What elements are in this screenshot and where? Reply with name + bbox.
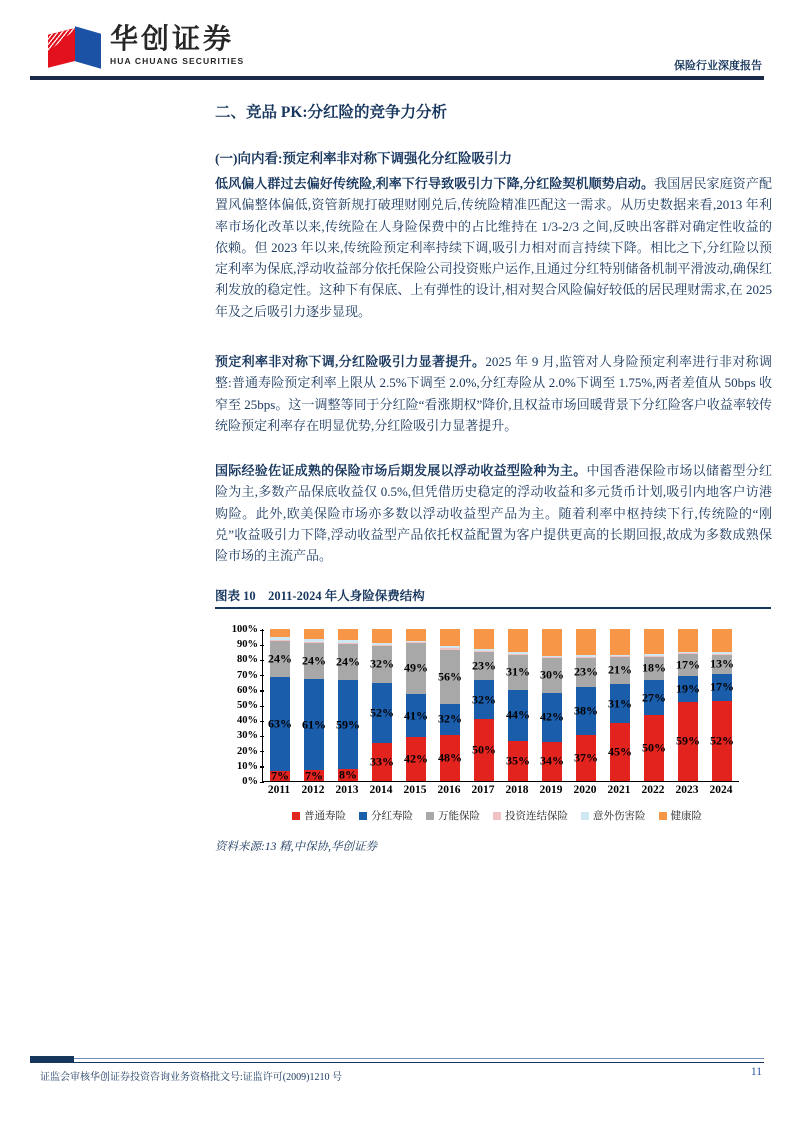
segment-分红寿险 xyxy=(610,684,630,724)
bar-2024 xyxy=(705,629,739,781)
figure-caption: 图表 10 2011-2024 年人身险保费结构 xyxy=(215,589,425,603)
segment-普通寿险 xyxy=(338,769,358,781)
y-tick-label: 40% xyxy=(228,715,258,726)
legend-item xyxy=(581,808,646,823)
x-tick-label: 2016 xyxy=(437,784,461,796)
segment-健康险 xyxy=(372,629,392,643)
segment-分红寿险 xyxy=(474,680,494,719)
data-label: 31% xyxy=(608,696,632,711)
bar-2018 xyxy=(501,629,535,781)
segment-万能保险 xyxy=(440,650,460,704)
y-tick-label: 60% xyxy=(228,685,258,696)
segment-投资连结保险 xyxy=(576,657,596,658)
segment-万能保险 xyxy=(474,652,494,680)
y-tick-label: 10% xyxy=(228,761,258,772)
segment-投资连结保险 xyxy=(474,651,494,652)
bar-stack xyxy=(576,629,596,781)
x-tick-label: 2011 xyxy=(267,784,291,796)
bar-stack xyxy=(440,629,460,781)
legend-label: 投资连结保险 xyxy=(505,811,568,822)
data-label: 7% xyxy=(305,768,323,783)
legend-label: 健康险 xyxy=(670,811,702,822)
segment-投资连结保险 xyxy=(338,643,358,644)
y-tick-label: 50% xyxy=(228,700,258,711)
segment-意外伤害险 xyxy=(270,637,290,640)
segment-意外伤害险 xyxy=(576,655,596,657)
bar-stack xyxy=(304,629,324,781)
legend-swatch-icon xyxy=(426,812,434,820)
y-tick-label: 30% xyxy=(228,730,258,741)
segment-健康险 xyxy=(576,629,596,655)
segment-投资连结保险 xyxy=(304,642,324,643)
segment-万能保险 xyxy=(508,654,528,690)
legend-swatch-icon xyxy=(581,812,589,820)
data-label: 19% xyxy=(676,681,700,696)
bar-stack xyxy=(610,629,630,781)
paragraph-body: 我国居民家庭资产配置风偏整体偏低,资管新规打破理财刚兑后,传统险精准匹配这一需求。从历史数据来看,2013 年利率市场化改革以来,传统险在人身险保费中的占比维持在 1/3-2/3 之间,反映出客群对确定性收益的依赖。但 2023 年以来,传统险预定利率持续下调,吸引力相对而言持续下降。相比之下,分红险以预定利率为保底,浮动收益部分依托保险公司投资账户运作,且通过分红特别储备机制平滑波动,确保红利发放的稳定性。这种下有保底、上有弹性的设计,相对契合风险偏好较低的居民理财需求,在 2025 年及之后吸引力逐步显现。 xyxy=(215,176,772,319)
huachuang-logo-icon xyxy=(48,22,106,72)
bar-2017 xyxy=(467,629,501,781)
bar-2022 xyxy=(637,629,671,781)
segment-普通寿险 xyxy=(304,770,324,781)
legend-item xyxy=(426,808,480,823)
bar-2016 xyxy=(433,629,467,781)
bar-stack xyxy=(644,629,664,781)
y-tick-label: 20% xyxy=(228,746,258,757)
segment-万能保险 xyxy=(270,641,290,677)
x-tick-label: 2014 xyxy=(369,784,393,796)
bar-stack xyxy=(678,629,698,781)
bar-stack xyxy=(542,629,562,781)
x-tick-label: 2017 xyxy=(471,784,495,796)
segment-万能保险 xyxy=(338,644,358,680)
data-label: 23% xyxy=(472,658,496,673)
segment-普通寿险 xyxy=(372,743,392,781)
bar-2011 xyxy=(263,629,297,781)
bar-stack xyxy=(712,629,732,781)
segment-意外伤害险 xyxy=(678,652,698,653)
segment-万能保险 xyxy=(576,658,596,687)
data-label: 59% xyxy=(676,733,700,748)
paragraph-lead: 国际经验佐证成熟的保险市场后期发展以浮动收益型险种为主。 xyxy=(215,463,587,478)
x-tick-label: 2020 xyxy=(573,784,597,796)
data-label: 63% xyxy=(268,716,292,731)
data-label: 32% xyxy=(370,656,394,671)
data-label: 49% xyxy=(404,660,428,675)
data-label: 56% xyxy=(438,669,462,684)
segment-分红寿险 xyxy=(576,687,596,735)
segment-普通寿险 xyxy=(270,768,290,783)
legend-swatch-icon xyxy=(659,812,667,820)
data-label: 7% xyxy=(271,768,289,783)
segment-普通寿险 xyxy=(678,702,698,781)
data-label: 52% xyxy=(370,705,394,720)
x-tick-label: 2024 xyxy=(709,784,733,796)
x-tick-label: 2015 xyxy=(403,784,427,796)
plot-columns xyxy=(263,629,739,781)
footer-rule-cap xyxy=(30,1056,74,1063)
data-label: 38% xyxy=(574,703,598,718)
segment-万能保险 xyxy=(304,643,324,679)
data-label: 13% xyxy=(710,656,734,671)
bar-2021 xyxy=(603,629,637,781)
report-type-label: 保险行业深度报告 xyxy=(674,60,762,72)
footer-license-text: 证监会审核华创证券投资咨询业务资格批文号:证监许可(2009)1210 号 xyxy=(40,1072,342,1083)
data-label: 24% xyxy=(302,653,326,668)
paragraph-lead: 预定利率非对称下调,分红险吸引力显著提升。 xyxy=(215,354,486,369)
bar-stack xyxy=(406,629,426,781)
segment-健康险 xyxy=(678,629,698,652)
segment-健康险 xyxy=(304,629,324,639)
segment-万能保险 xyxy=(406,643,426,694)
data-label: 42% xyxy=(540,709,564,724)
segment-普通寿险 xyxy=(440,735,460,781)
segment-分红寿险 xyxy=(542,693,562,742)
segment-意外伤害险 xyxy=(542,656,562,658)
logo-title: 华创证券 xyxy=(110,23,235,54)
premium-structure-chart xyxy=(230,616,764,834)
bar-stack xyxy=(372,629,392,781)
segment-投资连结保险 xyxy=(542,657,562,658)
segment-万能保险 xyxy=(610,657,630,684)
data-label: 41% xyxy=(404,708,428,722)
footer-rule xyxy=(30,1058,764,1063)
paragraph xyxy=(215,173,772,322)
page-number: 11 xyxy=(750,1066,762,1078)
bar-2023 xyxy=(671,629,705,781)
chart-legend xyxy=(230,808,764,823)
legend-item xyxy=(359,808,413,823)
data-label: 33% xyxy=(370,754,394,769)
data-label: 48% xyxy=(438,750,462,765)
segment-投资连结保险 xyxy=(644,656,664,657)
bar-stack xyxy=(270,629,290,781)
logo-subtitle: HUA CHUANG SECURITIES xyxy=(110,56,245,66)
segment-普通寿险 xyxy=(474,719,494,781)
data-label: 31% xyxy=(506,664,530,679)
data-label: 27% xyxy=(642,690,666,705)
segment-投资连结保险 xyxy=(372,645,392,646)
segment-意外伤害险 xyxy=(508,652,528,654)
figure-caption-rule xyxy=(215,607,771,609)
segment-分红寿险 xyxy=(372,683,392,743)
segment-分红寿险 xyxy=(644,680,664,715)
subsection-title: (一)向内看:预定利率非对称下调强化分红险吸引力 xyxy=(215,151,512,166)
segment-健康险 xyxy=(406,629,426,641)
section-title: 二、竞品 PK:分红险的竞争力分析 xyxy=(215,104,448,121)
data-label: 24% xyxy=(336,654,360,669)
segment-分红寿险 xyxy=(678,676,698,701)
segment-健康险 xyxy=(270,629,290,637)
segment-意外伤害险 xyxy=(712,652,732,654)
data-label: 17% xyxy=(676,657,700,672)
x-tick-label: 2023 xyxy=(675,784,699,796)
segment-意外伤害险 xyxy=(610,655,630,657)
data-label: 45% xyxy=(608,744,632,759)
bar-stack xyxy=(474,629,494,781)
x-tick-label: 2021 xyxy=(607,784,631,796)
segment-普通寿险 xyxy=(406,737,426,781)
logo-text xyxy=(110,24,244,66)
segment-健康险 xyxy=(508,629,528,652)
segment-普通寿险 xyxy=(508,741,528,781)
segment-投资连结保险 xyxy=(610,656,630,657)
segment-意外伤害险 xyxy=(440,646,460,647)
data-label: 21% xyxy=(608,662,632,677)
data-label: 32% xyxy=(438,711,462,726)
y-tick-label: 100% xyxy=(228,624,258,635)
data-label: 35% xyxy=(506,753,530,768)
segment-健康险 xyxy=(542,629,562,656)
data-label: 17% xyxy=(710,679,734,694)
paragraph-lead: 低风偏人群过去偏好传统险,利率下行导致吸引力下降,分红险契机顺势启动。 xyxy=(215,176,655,191)
paragraph-body: 中国香港保险市场以储蓄型分红险为主,多数产品保底收益仅 0.5%,但凭借历史稳定的浮动收益和多元货币计划,吸引内地客户访港购险。此外,欧美保险市场亦多数以浮动收益型产品为主。随着利率中枢持续下行,传统险的“刚兑”收益吸引力下降,浮动收益型产品依托权益配置为客户提供更高的长期回报,故成为多数成熟保险市场的主流产品。 xyxy=(215,463,772,564)
header-rule xyxy=(30,76,764,80)
x-tick-label: 2022 xyxy=(641,784,665,796)
x-tick-label: 2012 xyxy=(301,784,325,796)
legend-label: 意外伤害险 xyxy=(593,811,646,822)
segment-投资连结保险 xyxy=(270,640,290,641)
legend-label: 万能保险 xyxy=(438,811,480,822)
legend-swatch-icon xyxy=(292,812,300,820)
segment-分红寿险 xyxy=(406,694,426,737)
legend-swatch-icon xyxy=(493,812,501,820)
data-label: 59% xyxy=(336,717,360,732)
segment-健康险 xyxy=(440,629,460,646)
data-label: 30% xyxy=(540,667,564,682)
data-label: 34% xyxy=(540,753,564,768)
logo-blue-face xyxy=(75,26,101,68)
x-tick-label: 2013 xyxy=(335,784,359,796)
logo-red-face xyxy=(48,27,78,67)
segment-万能保险 xyxy=(712,654,732,674)
x-axis xyxy=(262,784,738,796)
segment-万能保险 xyxy=(542,658,562,693)
segment-健康险 xyxy=(474,629,494,649)
segment-普通寿险 xyxy=(644,715,664,781)
legend-label: 分红寿险 xyxy=(371,811,413,822)
x-tick-label: 2019 xyxy=(539,784,563,796)
segment-投资连结保险 xyxy=(508,654,528,655)
segment-分红寿险 xyxy=(712,674,732,700)
segment-意外伤害险 xyxy=(338,640,358,643)
bar-2019 xyxy=(535,629,569,781)
bar-stack xyxy=(508,629,528,781)
segment-分红寿险 xyxy=(338,680,358,769)
source-note: 资料来源:13 精,中保协,华创证券 xyxy=(215,841,377,853)
segment-万能保险 xyxy=(644,656,664,680)
data-label: 24% xyxy=(268,651,292,666)
data-label: 37% xyxy=(574,750,598,765)
paragraph xyxy=(215,460,772,566)
data-label: 44% xyxy=(506,707,530,722)
segment-意外伤害险 xyxy=(406,641,426,643)
y-axis xyxy=(230,624,260,787)
segment-普通寿险 xyxy=(610,723,630,781)
segment-意外伤害险 xyxy=(372,643,392,645)
bar-2020 xyxy=(569,629,603,781)
y-tick-label: 90% xyxy=(228,639,258,650)
data-label: 23% xyxy=(574,664,598,679)
data-label: 50% xyxy=(642,740,666,755)
bar-2013 xyxy=(331,629,365,781)
data-label: 50% xyxy=(472,742,496,757)
x-tick-label: 2018 xyxy=(505,784,529,796)
segment-投资连结保险 xyxy=(406,642,426,643)
segment-意外伤害险 xyxy=(474,649,494,651)
segment-普通寿险 xyxy=(712,701,732,781)
segment-分红寿险 xyxy=(270,677,290,771)
segment-分红寿险 xyxy=(508,690,528,741)
segment-健康险 xyxy=(712,629,732,652)
legend-swatch-icon xyxy=(359,812,367,820)
segment-分红寿险 xyxy=(440,704,460,735)
bar-2014 xyxy=(365,629,399,781)
segment-万能保险 xyxy=(678,654,698,677)
data-label: 61% xyxy=(302,717,326,732)
legend-label: 普通寿险 xyxy=(304,811,346,822)
segment-投资连结保险 xyxy=(440,648,460,650)
data-label: 8% xyxy=(339,767,357,782)
paragraph xyxy=(215,351,772,436)
segment-意外伤害险 xyxy=(644,654,664,656)
data-label: 52% xyxy=(710,733,734,748)
bar-2012 xyxy=(297,629,331,781)
y-tick-label: 80% xyxy=(228,654,258,665)
y-tick-label: 70% xyxy=(228,670,258,681)
segment-健康险 xyxy=(610,629,630,655)
segment-健康险 xyxy=(644,629,664,654)
legend-item xyxy=(659,808,703,823)
bar-2015 xyxy=(399,629,433,781)
data-label: 32% xyxy=(472,692,496,707)
y-tick-label: 0% xyxy=(228,776,258,787)
segment-普通寿险 xyxy=(576,735,596,781)
bar-stack xyxy=(338,629,358,781)
segment-普通寿险 xyxy=(542,742,562,781)
segment-健康险 xyxy=(338,629,358,640)
paragraph-body: 2025 年 9 月,监管对人身险预定利率进行非对称调整:普通寿险预定利率上限从 2.5%下调至 2.0%,分红寿险从 2.0%下调至 1.75%,两者差值从 50bps 收窄至 25bps。这一调整等同于分红险“看涨期权”降价,且权益市场回暖背景下分红险客户收益率较传统险预定利率存在明显优势,分红险吸引力显著提升。 xyxy=(215,354,772,433)
segment-意外伤害险 xyxy=(304,639,324,642)
plot-area xyxy=(262,629,739,782)
segment-万能保险 xyxy=(372,646,392,683)
legend-item xyxy=(292,808,346,823)
data-label: 42% xyxy=(404,751,428,766)
data-label: 18% xyxy=(642,660,666,675)
legend-item xyxy=(493,808,568,823)
segment-分红寿险 xyxy=(304,679,324,771)
